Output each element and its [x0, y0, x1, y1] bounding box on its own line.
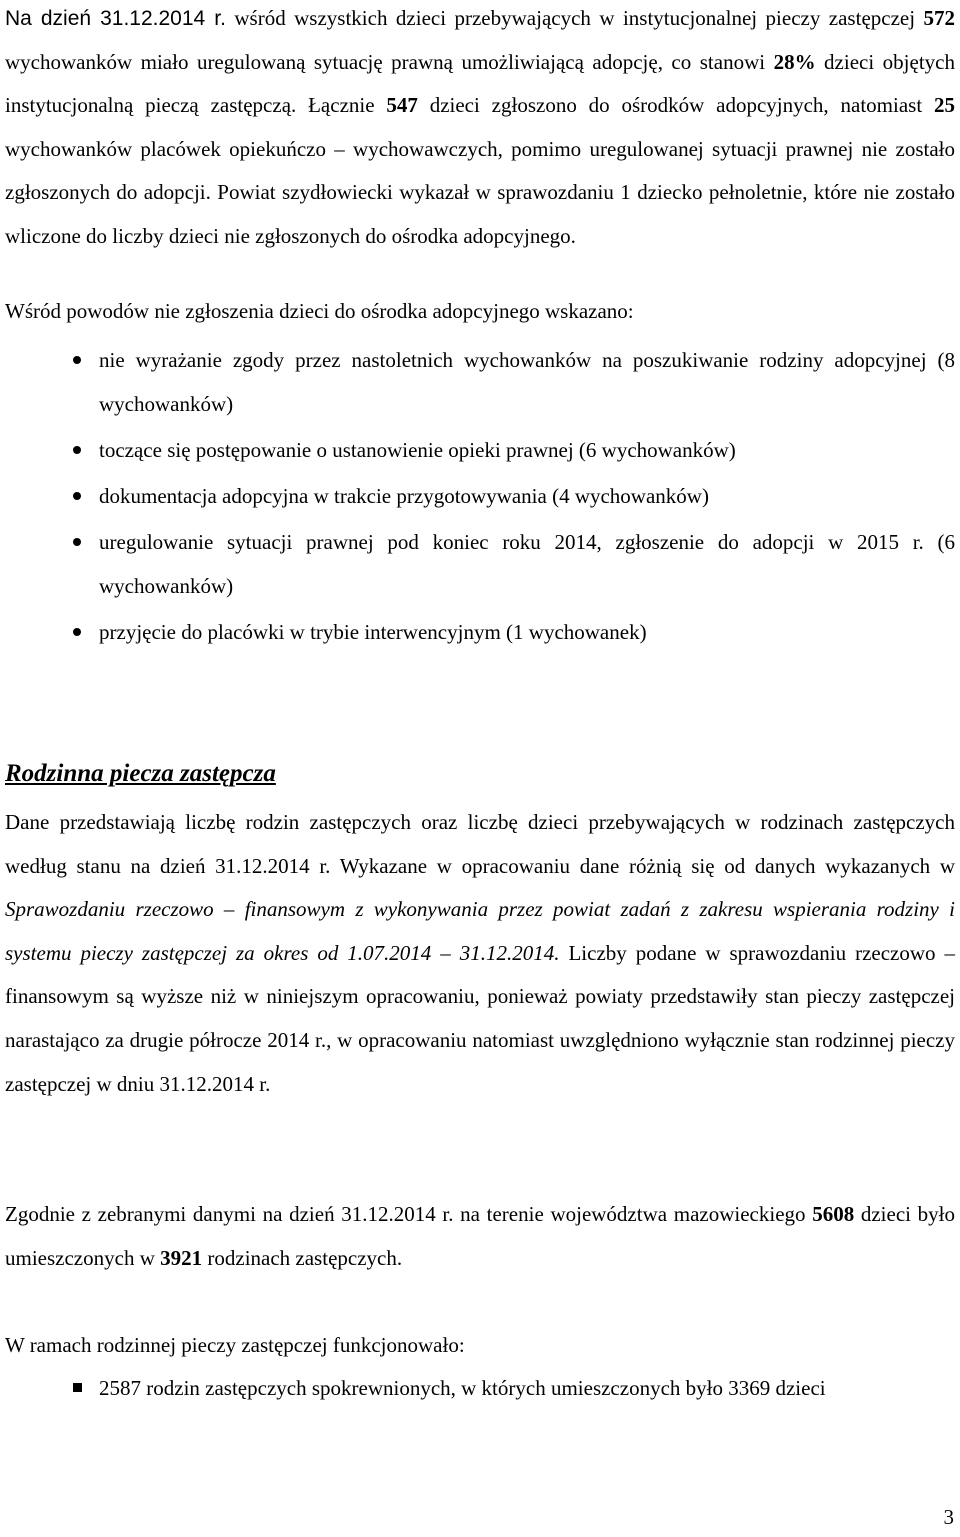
reasons-list	[5, 338, 955, 656]
text-segment: wśród wszystkich dzieci przebywających w instytucjonalnej pieczy zastępczej	[225, 6, 924, 30]
text-segment: dzieci zgłoszono do ośrodków adopcyjnych, natomiast	[417, 93, 934, 118]
paragraph-adoption-status	[5, 0, 955, 259]
paragraph-totals: Zgodnie z zebranymi danymi na dzień 31.12.2014 r. na terenie województwa mazowieckiego 5608 dzieci było umieszczonych w 3921 rodzinach zastępczych.	[5, 1202, 955, 1270]
date-prefix: Na dzień 31.12.2014 r.	[5, 7, 226, 30]
list-item: 2587 rodzin zastępczych spokrewnionych, w których umieszczonych było 3369 dzieci	[5, 1366, 955, 1410]
bullet-dot-icon	[73, 356, 81, 364]
stat-547: 547	[386, 93, 418, 118]
family-list	[5, 1366, 955, 1410]
section-heading: Rodzinna piecza zastępcza	[5, 760, 276, 787]
bullet-dot-icon	[73, 538, 81, 546]
bullet-dot-icon	[73, 492, 81, 500]
paragraph-data-note: Dane przedstawiają liczbę rodzin zastępczych oraz liczbę dzieci przebywających w rodzinach zastępczych według stanu na dzień 31.12.2014 r. Wykazane w opracowaniu dane różnią się od danych wykazanych w Sprawozdaniu rzeczowo – finansowym z wykonywania przez powiat zadań z zakresu wspierania rodziny i systemu pieczy zastępczej za okres od 1.07.2014 – 31.12.2014. Liczby podane w sprawozdaniu rzeczowo – finansowym są wyższe niż w niniejszym opracowaniu, ponieważ powiaty przedstawiły stan pieczy zastępczej narastająco za drugie półrocze 2014 r., w opracowaniu natomiast uwzględniono wyłącznie stan rodzinnej pieczy zastępczej w dniu 31.12.2014 r.	[5, 810, 955, 1096]
stat-25: 25	[934, 93, 955, 118]
paragraph-family-intro: W ramach rodzinnej pieczy zastępczej funkcjonowało:	[5, 1333, 465, 1357]
text-segment: wychowanków miało uregulowaną sytuację prawną umożliwiającą adopcję, co stanowi	[5, 49, 774, 74]
list-item: toczące się postępowanie o ustanowienie opieki prawnej (6 wychowanków)	[5, 428, 955, 472]
stat-28-percent: 28%	[773, 49, 816, 74]
bullet-dot-icon	[73, 628, 81, 636]
stat-3921: 3921	[160, 1245, 203, 1270]
text-segment: wychowanków placówek opiekuńczo – wychowawczych, pomimo uregulowanej sytuacji prawnej nie zostało zgłoszonych do adopcji. Powiat szydłowiecki wykazał w sprawozdaniu 1 dziecko pełnoletnie, które nie zostało wliczone do liczby dzieci nie zgłoszonych do ośrodka adopcyjnego.	[5, 136, 955, 248]
list-item: przyjęcie do placówki w trybie interwencyjnym (1 wychowanek)	[5, 610, 955, 654]
list-item: nie wyrażanie zgody przez nastoletnich wychowanków na poszukiwanie rodziny adopcyjnej (8 wychowanków)	[5, 338, 955, 426]
list-item: dokumentacja adopcyjna w trakcie przygotowywania (4 wychowanków)	[5, 474, 955, 518]
bullet-dot-icon	[73, 446, 81, 454]
paragraph-reasons-intro: Wśród powodów nie zgłoszenia dzieci do ośrodka adopcyjnego wskazano:	[5, 299, 634, 323]
list-item: uregulowanie sytuacji prawnej pod koniec roku 2014, zgłoszenie do adopcji w 2015 r. (6 wychowanków)	[5, 520, 955, 608]
bullet-square-icon	[73, 1383, 82, 1392]
stat-572: 572	[923, 6, 956, 30]
page-number: 3	[943, 1505, 954, 1529]
stat-5608: 5608	[812, 1202, 855, 1226]
text-segment: dzieci objętych instytucjonalną pieczą zastępczą. Łącznie	[5, 49, 955, 118]
report-title: Sprawozdaniu rzeczowo – finansowym z wykonywania przez powiat zadań z zakresu wspierania rodziny i systemu pieczy zastępczej za okres od 1.07.2014 – 31.12.2014.	[5, 897, 955, 965]
